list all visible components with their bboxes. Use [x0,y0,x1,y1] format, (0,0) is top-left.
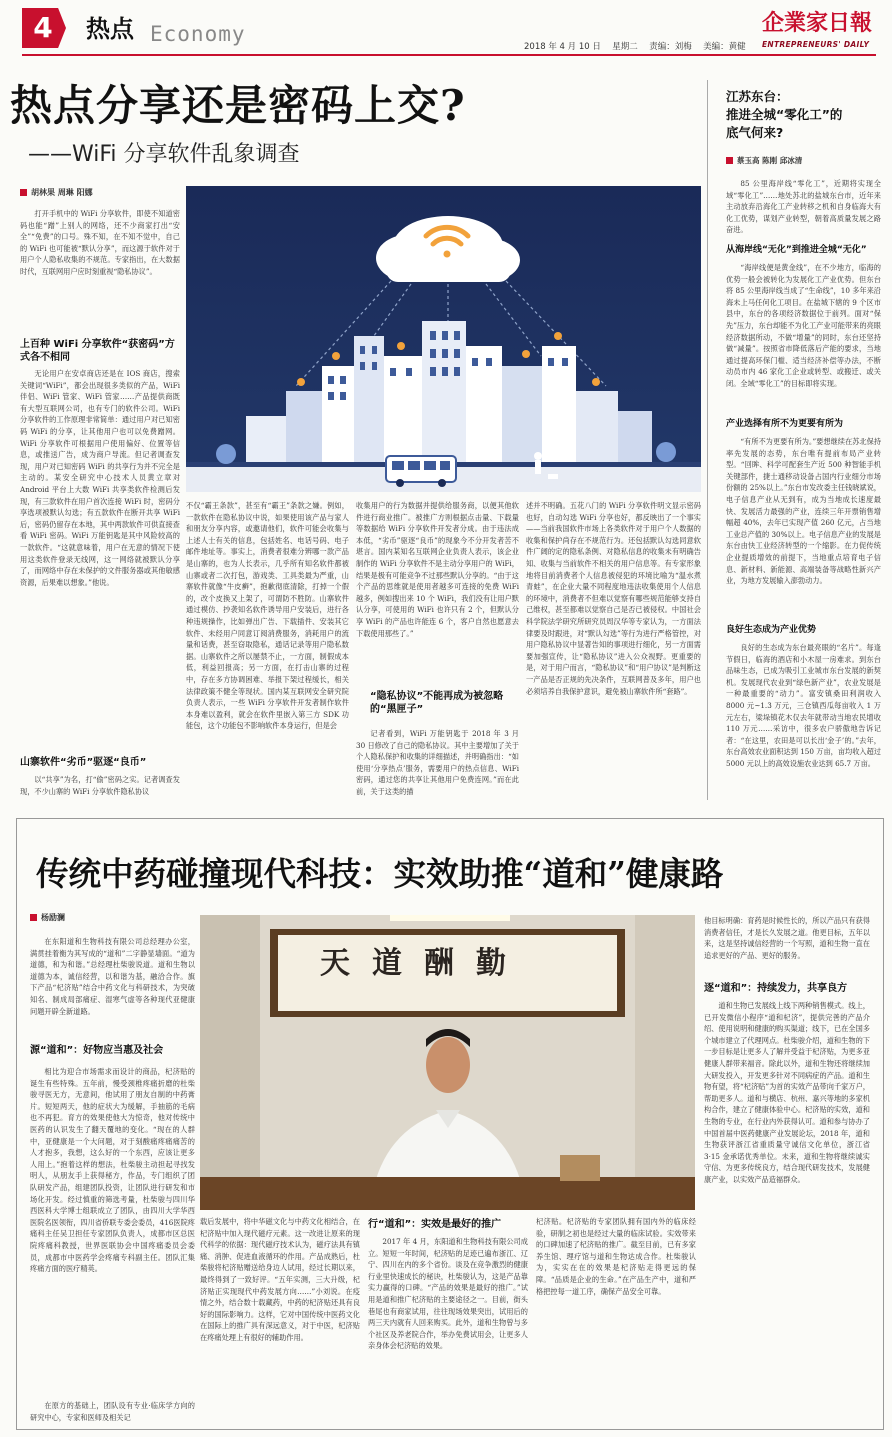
page-header [0,0,892,58]
story1-col3-tail [356,728,519,798]
story2-subhead-2: 行“道和”：实效是最好的推广 [368,1219,502,1230]
column-divider [707,80,708,800]
story2-subhead-1: 源“道和”：好物应当惠及社会 [30,1045,164,1056]
story2-intro [30,936,195,1034]
story2-col2-text: 载后发展中，将中华磁文化与中药文化相结合，在杞济贴中加入现代磁疗元素。这一改进让原来的现代科学的依据：现代磁疗技术认为，磁疗法具有镇痛、消肿、促进血液循环的作用。产品成熟后，杜柴骏将杞济贴赠送给身边人试用，经过长期以来，最终得到了一致好评。“五年实测，三大升级，杞济贴正实现现代中药发展方向……”小刘说。在疫情之外，结合数十载藏药，中药的杞济贴还具有良好的国际影响力。这样，它对中国传统中医药文化在国际上的推广具有深远意义，对于中医，杞济贴在疼痛处理上有很好的辅助作用。 [200,1217,360,1342]
page-number: 4 [33,11,53,44]
story2-col1-text: 相比为迎合市场需求而设计的商品，杞济贴的诞生有些特殊。五年前，慢受颈椎疼痛折磨的杜柴骏寻医无方，无意间，他试用了朋友自制的中药膏片。短短两天，他的症状大为缓解，手抽筋的毛病也不再犯。育方的效果使他大为惊奇，他对传统中医药的认识发生了翻天覆地的变化。“现在的人群中，亚健康是一个大问题，对于刻酸痛疼痛痛苦的人才抱多，我想，这么好的一个东西，应该让更多人用上。”抱着这样的想法，杜柴骏主动担起寻找发明人，从朋友手上获得秘方，作品，专门组织了团队研发产品，组建团队投资，让团队进行研发和市场化开发。经过慎重的筛选考量，杜柴骏与四川华西医科大学博士组联成立了团队，由四川大学华西医院名医领衔，四川省侨联专委会委员，416医院疼痛科主任吴卫担任专家团队负责人，成都市区总医院疼痛科教授，世界医联协会中国疼痛委员会委员，成都市中医药学会疼痛专科副主任。团队汇集疼痛方面的医疗精英。 [30,1067,195,1274]
sidebar-text-1 [726,262,881,412]
story2-intro-text: 在东阳道和生物科技有限公司总经理办公室，满贯挂着衡为其写成的“道和”二字静显墙面。“道为道德，和为和谐。”总经理杜柴骏说道。道和生物以道德为本，诚信经营，以和谐为基，融洽合作。旗下产品“杞济贴”结合中药文化与科研技术，为突破知名、制成局部痛症、湿寒气虚等各种现代亚健康问题开辟全新道路。 [30,937,195,1016]
sidebar-text-3-content: 良好的生态成为东台最亮眼的“名片”。每逢节假日，临海的酒店和小木屋一房难求。到东台品味生态，已成为吸引工业城市东台发展的新契机。发展现代农业到“绿色新产业”，农业发展是一种最重要的“动力”。富安镇桑田利润收入 8000 元~1.3 万元，三仓镇西瓜每亩收入 1 万元左右，梁垛镇花木仅去年就带动当地农民增收 110 万元……采访中，很多农户骄傲地告诉记者：“在这里，农田是可以长出‘金子’的。”去年，东台高效农业面积达到 150 万亩，亩均收入超过 5000 元以上的高效设施农业达到 65.7 万亩。 [726,643,881,768]
story2-column3 [368,1236,528,1424]
sidebar-text-2 [726,436,881,616]
story2-col3-text: 2017 年 4 月，东阳道和生物科技有限公司成立。短短一年时间，杞济贴的足迹已遍布浙江、辽宁、四川在内的多个省份。谈及在竞争激烈的健康行业里快速成长的秘诀，杜柴骏认为，这是产品靠实力赢得的口碑。“产品的效果是最好的推广。”试用是道和推广杞济贴的主要途径之一。目前，街头巷尾也有商家试用，往往现场效果突出，试用后的两三天内就有人回来购买。此外，道和生物曾与多个社区及养老院合作，举办免费试用会，让更多人亲身体会杞济贴的效果。 [368,1237,528,1351]
editor-credit: 责编：刘梅 [649,42,692,52]
section-name: 热点 [86,15,134,43]
byline-story2: 杨励澜 [30,912,65,923]
issue-weekday: 星期二 [612,42,638,52]
bus-icon [386,456,456,487]
story1-col1-tail-text: 以“共享”为名，打“偷”密码之实。记者调查发现，不少山寨的 WiFi 分享软件隐私协议 [20,775,180,796]
story1-col3-text: 收集用户的行为数据并提供给服务商，以便其他软件进行商业推广。被推广方则根据点击量、下载量等数据给 WiFi 分享软件开发者分成。由于违法成本低，“劣币”驱逐“良币”的现象今不分开发者苦不堪言。国内某知名互联网企业负责人表示，该企业制作的 WiFi 分享软件不是主动分享用户的 WiFi，结果是极有可能竞争不过那些默认分享的。“由于这个产品的思维就是使用者越多可连接的免费 WiFi 越多，例如搜出来 10 个 WiFi，我们没有让用户默认分享，可使用的 WiFi 也许只有 2 个，但默认分享 WiFi 的产品也许能连 6 个，客户自然也愿意去下载使用那些了。” [356,501,519,638]
story2-col5-text2: 道和生物已发展线上线下两种销售模式。线上，已开发微信小程序“道和杞济”，提供完善的产品介绍、使用说明和健康的购买渠道；线下，已在全国多个城市建立了代理网点。杜柴骏介绍，道和生物的下一步目标是让更多人了解并受益于杞济贴，为更多亚健康人群带来福音。除此以外，道和生物还将继续加大研发投入，开发更多针对不同病症的产品。道和生物有望，将“杞济贴”为首的实效产品带向千家万户，帮助更多人。道和与横店、杭州、嘉兴等地的多家机构合作，建立了健康体验中心。杞济贴的实效，道和生物的专业，在行业内外获得认可。道和参与协办了中国首届中医药健康产业发展论坛，2018 年，道和生物获评浙江省重质量守诚信文化单位，浙江省 3·15 金承诺优秀单位。未来，道和生物将继续诚实守信、为更多传统良方，结合现代研发技术，发展健康产业，以实效产品造福群众。 [704,1001,870,1184]
story2-col5-text: 他目标明确：育药是时候性长的，所以产品只有获得消费者信任，才是长久发展之道。他更目标，五年以来，这是坚持诚信经营的一个写照，道和生物一直在追求更好的产品、更好的服务。 [704,916,870,960]
story1-column2 [186,500,349,798]
story2-subhead-3: 逐“道和”：持续发力，共享良方 [704,983,848,994]
story1-col2-text: 不仅“霸王条款”，甚至有“霸王”条款之嫌。例如，一款软件在隐私协议中说，如果使用该产品与家人和朋友分享内容，或邀请他们，软件可能会收集与上述人士有关的信息，包括姓名、电话号码、电子邮件地址等。事实上，消费者很难分辨哪一款产品是山寨的，也为人长表示，几乎所有知名软件都被山寨或者二次打包，游戏类、工具类最为严重，山寨软件就像“牛皮癣”，抱歉彻底清除，打掉一个假的，改个皮换又上架了，可谓防不胜防。山寨软件通过模仿、抄袭知名软件诱导用户安装后，进行各种违规操作，比如弹出广告、下载插件、安装其它软件、未经用户同意订阅消费服务，消耗用户的流量和话费，甚至窃取隐私，通话记录等用户隐私数据。山寨软件之所以屡禁不止，一方面，制假成本低，利益回报高；另一方面，在打击山寨的过程中，存在多方协调困难、举报下架过程缓长，相关法律政策不健全等现状。国内某互联网安全研究院负责人表示，一些 WiFi 分享软件开发者制作软件本身难以盈利，就会在软件里嵌入第三方 SDK 功能包，这个功能包不影响软件本身运行，但是会 [186,501,349,731]
story1-col3-tail-text: 记者看到，WiFi 万能钥匙于 2018 年 3 月 30 日修改了自己的隐私协议。其中主要增加了关于个人隐私保护和收集的详细描述，并明确指出：“如使用‘分享热点’服务，需要用户的热点信息、WiFi 密码，通过您的共享让其他用户免费连网。”而在此前，关于这类的描 [356,729,519,796]
sidebar-headline-line1: 江苏东台： [726,89,789,104]
headline-story1: 热点分享还是密码上交? [10,81,466,130]
sidebar-byline: 蔡玉高 陈刚 邱冰清 [726,155,802,166]
headline-story2: 传统中药碰撞现代科技：实效助推“道和”健康路 [36,854,724,893]
issue-date: 2018 年 4 月 10 日 [524,42,601,52]
story1-column1 [20,368,180,748]
sidebar-subhead-2: 产业选择有所不为更要有所为 [726,419,844,429]
story2-column2 [200,1216,360,1424]
story1-col1-text: 无论用户在安卓商店还是在 IOS 商店，搜索关键词“WiFi”，都会出现很多类似的产品，WiFi 伴侣、WiFi 管家、WiFi 管家……产品提供商既有大型互联网公司，也有专门的软件公司。WiFi 分享软件的工作原理非常简单：通过用户对已知密码 WiFi 的分享，让其他用户也可以免费蹭网。WiFi 分享软件可根据用户使用偏好、位置等信息，或推送广告，成为商户导流。但记者调查发现，用户对已知密码 WiFi 的共享行为并不完全是主动的。某安全研究中心技术人员黄立章对 Android 平台上大数 WiFi 共享类软件检测后发现，有三款软件在用户首次连接 WiFi 时，密码分享选项被默认勾选；有五款软件在断开共享 WiFi 后，密码仍留存在本地，其中两款软件可供直接查看 WiFi 密码。WiFi 万能钥匙是其中风险较高的一款软件。“这就意味着，用户在无意的情况下使用这类软件登录无线网，这一网络就被默认分享了，而网络中存在未保护的文件服务器或其他敏感资源，后果难以想象。”他说。 [20,369,180,587]
section-name-en: Economy [150,22,246,46]
sidebar-subhead-1: 从海岸线“无化”到推进全城“无化” [726,245,867,255]
story2-column5-top [704,915,870,979]
paper-masthead-en: ENTREPRENEURS' DAILY [762,40,870,49]
sidebar-headline [726,88,881,142]
sidebar-headline-line2: 推进全城“零化工”的 [726,107,843,122]
story2-col1-tail-text: 在原方的基础上，团队设有专业·临床学方向的研究中心，专家和医师及相关记 [30,1401,195,1422]
sidebar-text-3 [726,642,881,798]
story2-col1-tail [30,1400,195,1424]
city-illustration-svg [186,186,701,492]
story1-col1-tail [20,774,180,798]
sidebar-headline-line3: 底气何来? [726,125,784,140]
calligraphy-text: 天道酬勤 [320,946,528,981]
intro-story1-text: 打开手机中的 WiFi 分享软件，即使不知道密码也能“蹭”上别人的网络，还不少商家打出“安全”“免费”的口号。殊不知，在不知不觉中，自己的 WiFi 也可能被“默认分享”，而这源于软件对于用户个人隐私收集的不规范。专家指出，在大数据时代，互联网用户应时刻重视“隐私协议”。 [20,209,180,276]
byline-story1: 胡林果 周琳 阳娜 [20,187,93,198]
story1-col4-text: 述并不明确。五花八门的 WiFi 分享软件明文显示密码也好，自动勾选 WiFi 分享也好，都反映出了一个事实——当前我国软件市场上各类软件对于用户个人数据的收集和保护尚存在不规范行为。还包括默认勾选同意软件广阔的定的隐私条例、对隐私信息的收集未有明确告知、收集与当前软件不相关的用户信息等。有专家形象地将目前消费者个人信息被侵犯的环境比喻为“温水煮青蛙”，在企业大量不同程度地违法收集使用个人信息的环境中，消费者不但难以觉察有哪些规范能够支持自己维权，甚至都难以觉察自己是否已被侵权。中国社会科学院法学研究所研究员周汉华等专家认为，一方面法律要及时跟进，对“默认勾选”等行为进行严格管控，对用户隐私协议中显著告知的事项进行细化，另一方面需要加强宣传，让“隐私协议”进入公众视野。更重要的是，对于用户而言，“隐私协议”和“用户协议”是判断这一产品是否正规的先决条件，互联网普及多年，用户也必须培养自我保护意识，避免被山寨软件所“套路”。 [526,501,701,696]
story2-col4-text: 杞济贴。杞济贴的专家团队拥有国内外的临床经验，研制之初也是经过大量的临床试验。实效带来的口碑加速了杞济贴的推广。截至目前，已有多家养生馆、理疗馆与道和生物达成合作。杜柴骏认为，实实在在的效果是杞济贴走得更远的保障。“品质是企业的生命。”在产品生产中，道和严格把控每一道工序，确保产品安全可靠。 [536,1217,696,1296]
story1-column4 [526,500,701,798]
subhead-story1-2: 山寨软件“劣币”驱逐“良币” [20,757,147,768]
sidebar-text-2-content: “有所不为更要有所为。”要想继续在苏北保持率先发展的态势，东台唯有提前布局产业转型。“回眸、科学可配套生产近 500 种智能手机关键部件，捷士通移动设备占国内行业细分市场份额的 25%以上。”东台市发改委主任钱晓斌说，电子信息产业从无到有，成为当地成长速度最快、发展活力最强的产业，连续三年开票销售增幅超 40%，去年已实现产值 260 亿元，占当地工业总产值的 30%以上。电子信息产业的发展是东台由快工业经济转型的一个缩影。在力促传统企业提质增效的前提下，当地重点培育电子信息、新材料、新能源、高端装备等战略性新兴产业，为地方发展输入澎勃动力。 [726,437,881,586]
sidebar-text-1-content: “海岸线便是黄金线”，在不少地方，临海的优势一般会被转化为发展化工产业优势。但东台将 85 公里海岸线当成了“生命线”，10 多年来沿海未上马任何化工项目。在盐城下辖的 9 个区市县中，东台的各项经济数据位于前列。面对“保先”压力，东台却能不为化工产业可能带来的亮眼经济数据所动，不做“增量”的同时，东台还坚持做“减量”。按照省市降低落后产能的要求，当地通过提高环保门槛、适当经济补偿等办法，不断动员市内 46 家化工企业或转型、或搬迁、或关闭。全域“零化工”的目标即将实现。 [726,263,881,388]
designer-credit: 美编：黄健 [703,42,746,52]
story2-column1 [30,1066,195,1400]
sidebar-intro-text: 85 公里海岸线“零化工”，近期将实现全域“零化工”……地处苏北的盐城东台市，近年来主动放弃沿海化工产业转移之机和自身临海大有化工优势，谋划产业转型，朝着高质量发展之路奋进。 [726,179,881,235]
sidebar-intro [726,178,881,238]
header-rule [22,54,876,56]
sidebar-subhead-3: 良好生态成为产业优势 [726,625,817,635]
subhead-story1-1: 上百种 WiFi 分享软件“获密码”方式各不相同 [20,339,175,363]
issue-info [524,40,746,52]
paper-masthead: 企業家日報 [762,10,873,36]
subhead-story1-3: “隐私协议”不能再成为被忽略的“黑匣子” [370,691,504,715]
story2-column5 [704,1000,870,1424]
story1-column3 [356,500,519,686]
city-skyline-wifi-illustration [186,186,701,492]
story2-column4 [536,1216,696,1424]
intro-story1 [20,208,180,316]
subheadline-story1: ——WiFi 分享软件乱象调查 [28,142,300,167]
